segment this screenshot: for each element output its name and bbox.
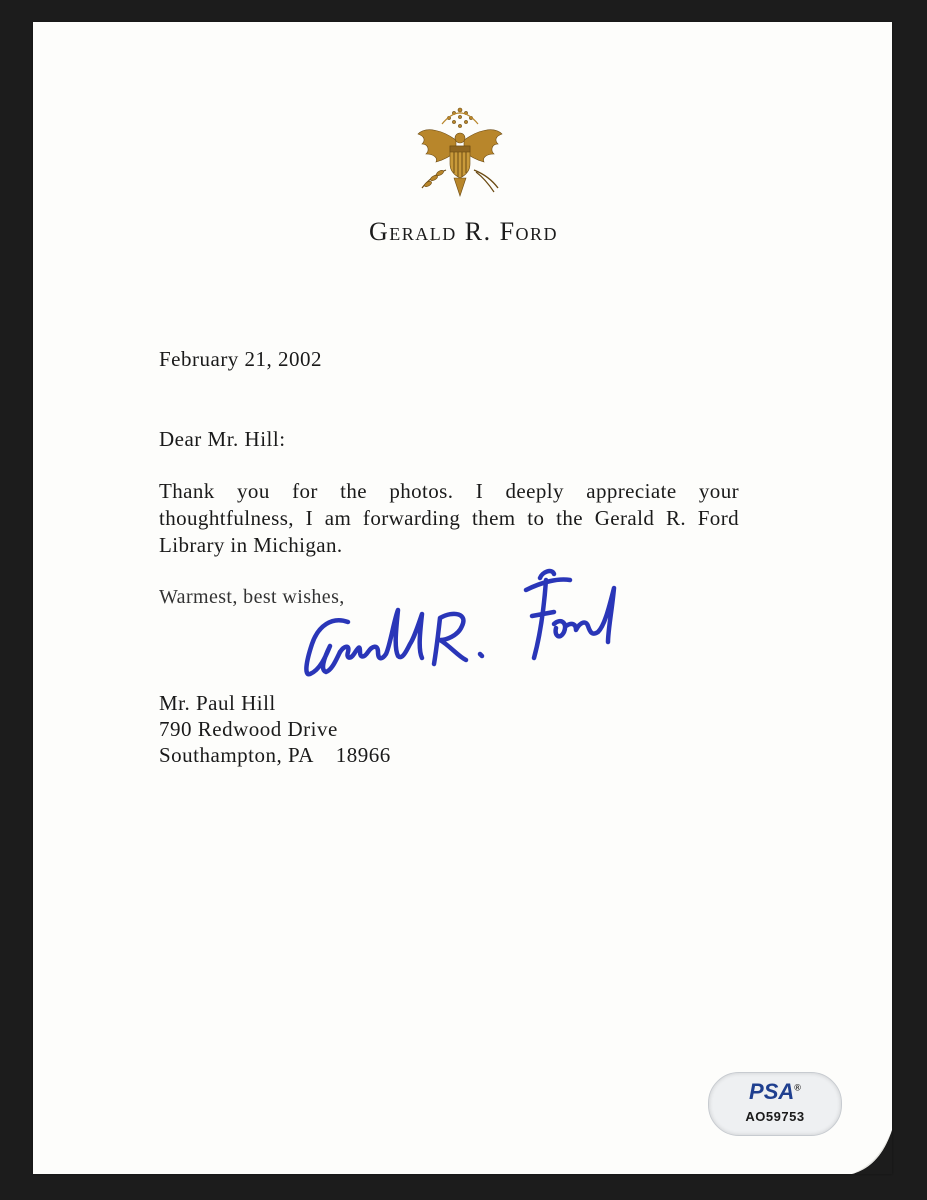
psa-sticker — [708, 1072, 842, 1136]
recipient-name: Mr. Paul Hill — [159, 691, 276, 715]
psa-cert-number: AO59753 — [745, 1109, 805, 1124]
psa-brand: PSA — [749, 1079, 795, 1104]
recipient-city-line: Southampton, PA 18966 — [159, 743, 391, 767]
letterhead-name: Gerald R. Ford — [368, 217, 559, 246]
letter-salutation: Dear Mr. Hill: — [159, 427, 286, 451]
letter-closing: Warmest, best wishes, — [159, 586, 345, 608]
presidential-seal-icon — [412, 100, 508, 202]
recipient-street: 790 Redwood Drive — [159, 717, 338, 741]
letter-date: February 21, 2002 — [159, 347, 323, 371]
registered-mark-icon: ® — [794, 1082, 801, 1093]
curled-corner-icon — [852, 1130, 892, 1174]
psa-logo — [709, 1079, 841, 1105]
signature — [290, 560, 640, 685]
letter-body: Thank you for the photos. I deeply appreciate your thoughtfulness, I am forwarding them to the Gerald R. Ford Library in Michigan. — [159, 479, 739, 557]
